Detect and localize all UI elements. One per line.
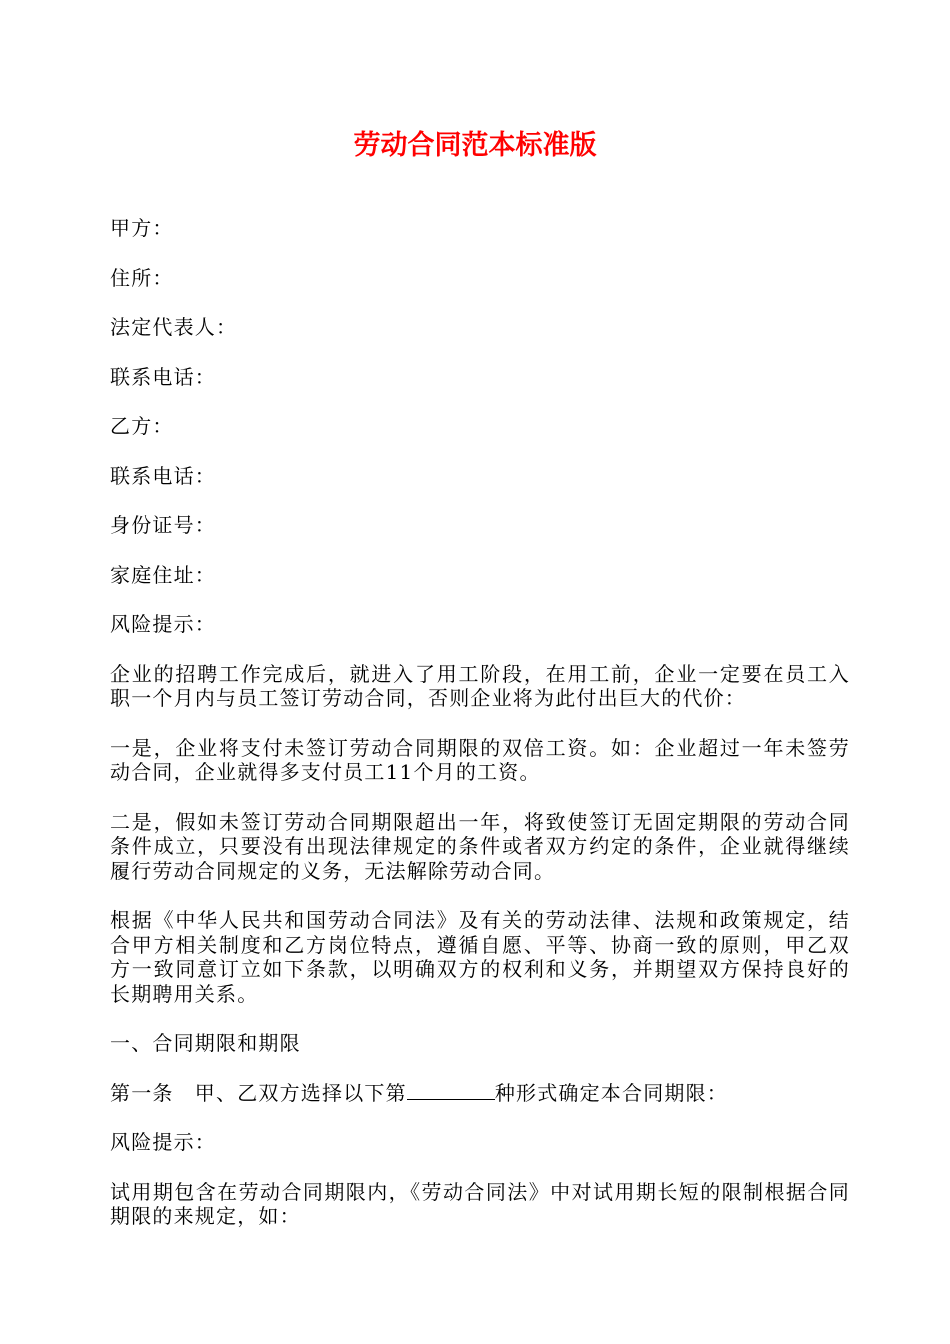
intro-paragraph: 企业的招聘工作完成后，就进入了用工阶段，在用工前，企业一定要在员工入职一个月内与员工签订劳动合同，否则企业将为此付出巨大的代价： [110,661,850,710]
party-a-label: 甲方： [110,216,174,240]
article-1-prefix: 第一条 甲、乙双方选择以下第 [110,1080,407,1105]
section-heading-contract-term: 一、合同期限和期限 [110,1031,301,1055]
article-1 [110,1081,850,1106]
probation-paragraph: 试用期包含在劳动合同期限内，《劳动合同法》中对试用期长短的限制根据合同期限的来规定，如： [110,1179,850,1228]
legal-basis-paragraph: 根据《中华人民共和国劳动合同法》及有关的劳动法律、法规和政策规定，结合甲方相关制度和乙方岗位特点，遵循自愿、平等、协商一致的原则，甲乙双方一致同意订立如下条款，以明确双方的权利和义务，并期望双方保持良好的长期聘用关系。 [110,908,850,1006]
article-1-suffix: 种形式确定本合同期限： [494,1080,729,1105]
home-address-label: 家庭住址： [110,562,216,587]
risk-tip-heading-2: 风险提示： [110,1130,216,1154]
address-label: 住所： [110,265,174,290]
phone-a-label: 联系电话： [110,364,216,389]
document-body [110,216,850,1254]
document-title: 劳动合同范本标准版 [353,130,597,161]
second-consequence-paragraph: 二是，假如未签订劳动合同期限超出一年，将致使签订无固定期限的劳动合同条件成立，只要没有出现法律规定的条件或者双方约定的条件，企业就得继续履行劳动合同规定的义务，无法解除劳动合同。 [110,809,850,883]
first-consequence-paragraph: 一是，企业将支付未签订劳动合同期限的双倍工资。如：企业超过一年未签劳动合同，企业就得多支付员工11个月的工资。 [110,735,850,784]
party-b-label: 乙方： [110,414,174,438]
fill-in-blank[interactable] [407,1081,495,1100]
id-number-label: 身份证号： [110,513,216,537]
risk-tip-heading: 风险提示： [110,612,216,636]
phone-b-label: 联系电话： [110,463,216,488]
legal-rep-label: 法定代表人： [110,315,238,339]
